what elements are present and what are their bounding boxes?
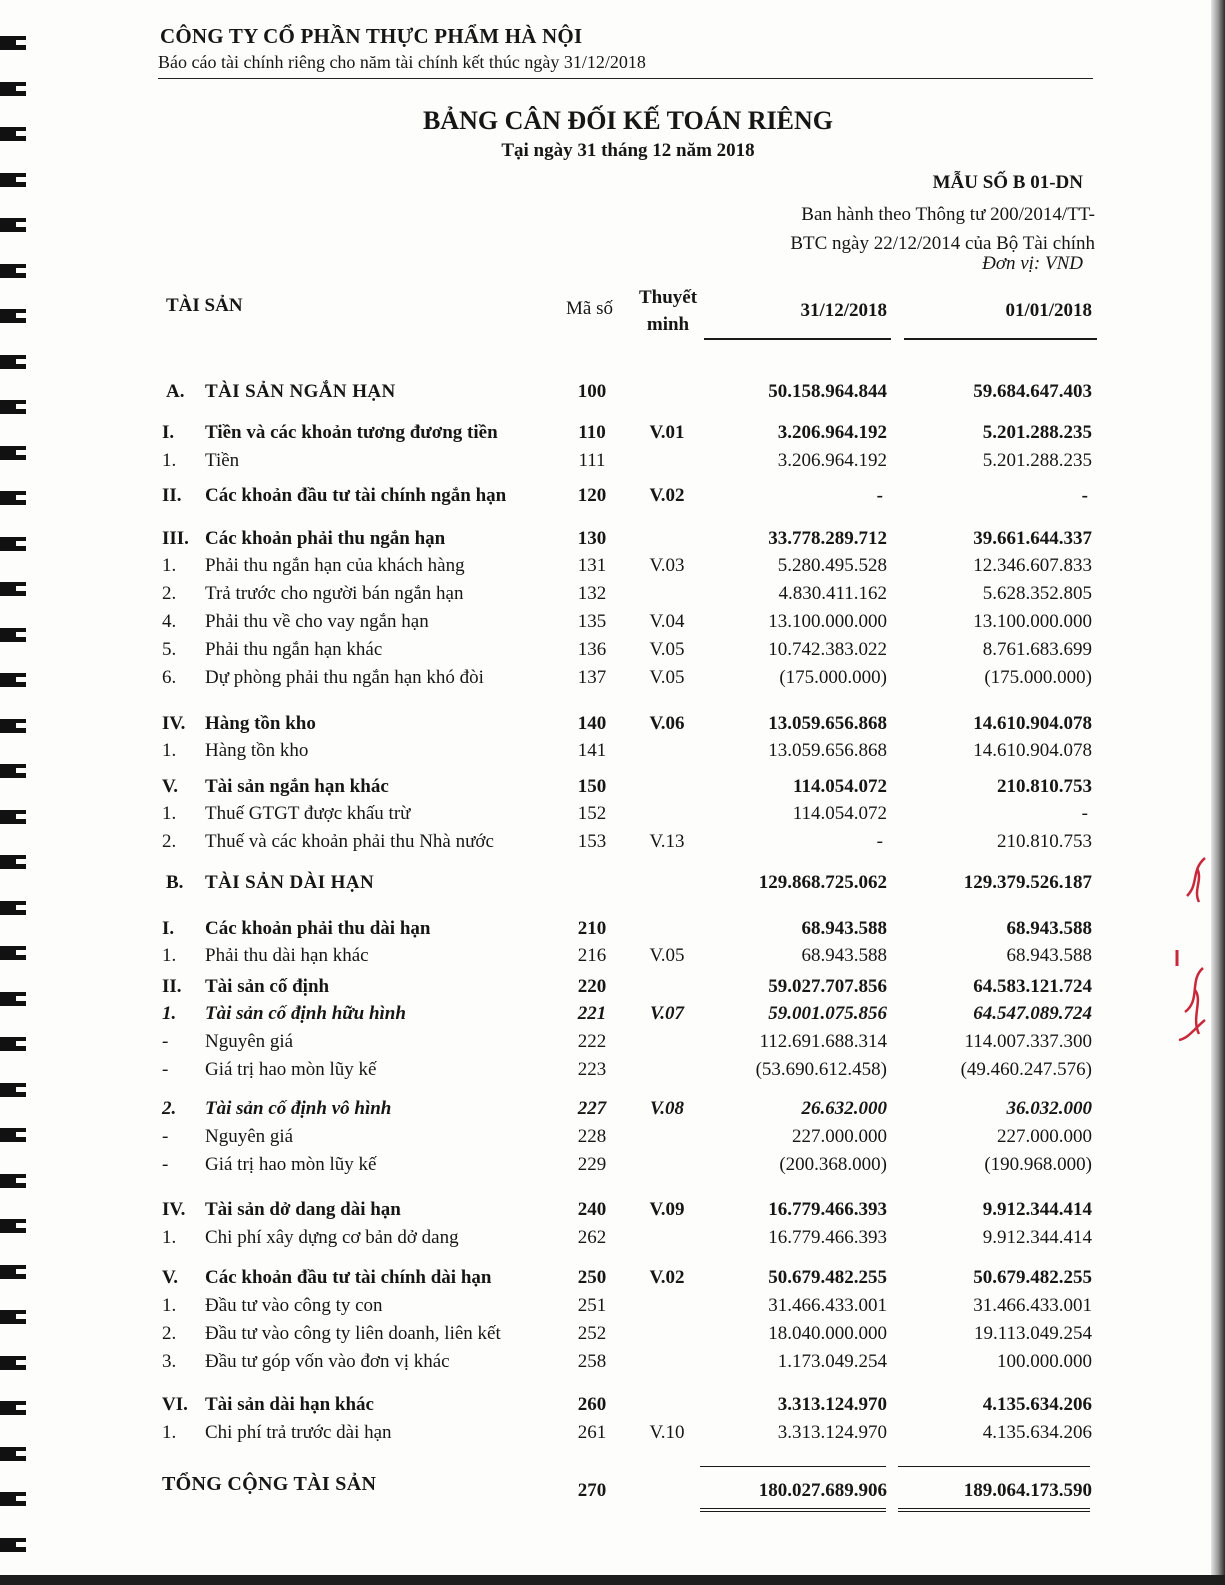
row-number: 2. (162, 1098, 177, 1119)
row-value-period-end: 3.206.964.192 (777, 450, 887, 471)
binding-ring (0, 264, 26, 278)
row-value-period-start: 210.810.753 (997, 776, 1092, 797)
row-number: 1. (162, 740, 177, 761)
column-header-asset: TÀI SẢN (166, 295, 243, 316)
row-label: Hàng tồn kho (205, 713, 316, 734)
row-value-period-start: 31.466.433.001 (973, 1295, 1092, 1316)
row-value-period-end: 3.313.124.970 (777, 1394, 887, 1415)
row-code: 216 (577, 945, 607, 966)
row-value-period-start: 5.628.352.805 (982, 583, 1092, 604)
total-rule-bottom (700, 1511, 886, 1512)
row-value-period-end: 4.830.411.162 (778, 583, 887, 604)
row-label: Trả trước cho người bán ngắn hạn (205, 583, 464, 604)
row-code: 260 (577, 1394, 607, 1415)
row-value-period-end: (53.690.612.458) (755, 1059, 887, 1080)
row-note: V.03 (649, 555, 685, 576)
row-code: 258 (577, 1351, 607, 1372)
row-value-period-start: 100.000.000 (997, 1351, 1092, 1372)
row-code: 252 (577, 1323, 607, 1344)
row-note: V.05 (649, 639, 685, 660)
total-assets-label: TỔNG CỘNG TÀI SẢN (162, 1473, 377, 1495)
table-row (0, 611, 1225, 639)
row-label: Tài sản cố định vô hình (205, 1098, 392, 1119)
row-note: V.05 (649, 667, 685, 688)
row-label: Dự phòng phải thu ngắn hạn khó đòi (205, 667, 484, 688)
binding-ring (0, 355, 26, 369)
row-value-period-end: 114.054.072 (793, 776, 887, 797)
row-number: VI. (162, 1394, 188, 1415)
row-label: Hàng tồn kho (205, 740, 309, 761)
row-label: Tài sản cố định (205, 976, 330, 997)
row-value-period-end: 59.001.075.856 (768, 1003, 887, 1024)
row-label: Phải thu ngắn hạn của khách hàng (205, 555, 465, 576)
row-code: 152 (577, 803, 607, 824)
row-note: V.01 (649, 422, 685, 443)
table-row (0, 1295, 1225, 1323)
row-value-period-end: 68.943.588 (801, 945, 887, 966)
row-value-period-start: 68.943.588 (1006, 945, 1092, 966)
row-note: V.02 (649, 1267, 685, 1288)
row-number: 1. (162, 450, 177, 471)
row-code: 251 (577, 1295, 607, 1316)
row-value-period-start: 8.761.683.699 (982, 639, 1092, 660)
row-value-period-end: 114.054.072 (792, 803, 887, 824)
row-number: 1. (162, 555, 177, 576)
row-value-period-start: (175.000.000) (984, 667, 1092, 688)
row-value-period-end: 26.632.000 (801, 1098, 887, 1119)
column-header-code: Mã số (566, 298, 613, 319)
row-value-period-start: 50.679.482.255 (973, 1267, 1092, 1288)
row-value-period-start: 64.583.121.724 (973, 976, 1092, 997)
row-value-period-start: 19.113.049.254 (973, 1323, 1092, 1344)
row-value-period-start: 9.912.344.414 (982, 1199, 1092, 1220)
column-underline (704, 338, 891, 340)
row-number: III. (162, 528, 189, 549)
row-value-period-start: - (1081, 485, 1088, 506)
row-note: V.02 (649, 485, 685, 506)
binding-ring (0, 82, 26, 96)
table-row (0, 1126, 1225, 1154)
row-code: 120 (577, 485, 607, 506)
row-code: 130 (577, 528, 607, 549)
company-name: CÔNG TY CỔ PHẦN THỰC PHẨM HÀ NỘI (160, 24, 583, 48)
row-label: Thuế GTGT được khấu trừ (205, 803, 411, 824)
row-code: 132 (577, 583, 607, 604)
row-number: IV. (162, 1199, 186, 1220)
table-row (0, 713, 1225, 741)
table-row (0, 1059, 1225, 1087)
row-code: 110 (578, 422, 606, 443)
row-label: Tài sản ngắn hạn khác (205, 776, 389, 797)
row-label: Phải thu ngắn hạn khác (205, 639, 383, 660)
row-number: 1. (162, 1227, 177, 1248)
row-number: V. (162, 776, 179, 797)
row-value-period-end: 59.027.707.856 (768, 976, 887, 997)
table-row (0, 639, 1225, 667)
table-row (0, 381, 1225, 409)
table-row (0, 1394, 1225, 1422)
row-number: 1. (162, 1422, 177, 1443)
row-number: 1. (162, 945, 177, 966)
table-row (0, 555, 1225, 583)
row-value-period-start: 64.547.089.724 (973, 1003, 1092, 1024)
row-code: 135 (577, 611, 607, 632)
row-number: II. (162, 485, 182, 506)
row-note: V.05 (649, 945, 685, 966)
row-number: IV. (162, 713, 186, 734)
table-row (0, 1199, 1225, 1227)
row-number: I. (162, 422, 175, 443)
row-number: 3. (162, 1351, 177, 1372)
row-value-period-start: 227.000.000 (997, 1126, 1092, 1147)
row-value-period-end: 3.313.124.970 (777, 1422, 887, 1443)
row-value-period-end: - (876, 831, 883, 852)
row-label: Tiền (205, 450, 240, 471)
row-code: 223 (577, 1059, 607, 1080)
row-number: 1. (162, 803, 177, 824)
row-number: - (162, 1126, 169, 1147)
row-label: Đầu tư góp vốn vào đơn vị khác (205, 1351, 450, 1372)
binding-ring (0, 309, 26, 323)
row-label: Nguyên giá (205, 1031, 294, 1052)
table-row (0, 831, 1225, 859)
row-label: Các khoản phải thu ngắn hạn (205, 528, 446, 549)
total-rule-top (898, 1466, 1090, 1467)
row-note: V.08 (650, 1098, 684, 1119)
binding-ring (0, 1538, 26, 1552)
table-row (0, 1003, 1225, 1031)
row-label: Tiền và các khoản tương đương tiền (205, 422, 498, 443)
row-number: - (162, 1154, 169, 1175)
row-value-period-end: 31.466.433.001 (768, 1295, 887, 1316)
total-period-end: 180.027.689.906 (758, 1480, 887, 1501)
row-label: Đầu tư vào công ty con (205, 1295, 383, 1316)
row-code: 131 (577, 555, 607, 576)
table-row (0, 422, 1225, 450)
row-value-period-start: 59.684.647.403 (973, 381, 1092, 402)
row-code: 150 (577, 776, 607, 797)
row-value-period-start: 13.100.000.000 (973, 611, 1092, 632)
row-value-period-start: 5.201.288.235 (982, 450, 1092, 471)
row-number: 1. (162, 1295, 177, 1316)
table-row (0, 1031, 1225, 1059)
row-value-period-start: 14.610.904.078 (973, 740, 1092, 761)
row-label: Các khoản phải thu dài hạn (205, 918, 431, 939)
row-label: Chi phí trả trước dài hạn (205, 1422, 392, 1443)
row-code: 140 (577, 713, 607, 734)
form-basis (755, 200, 1095, 258)
row-number: V. (162, 1267, 179, 1288)
row-code: 137 (577, 667, 607, 688)
row-label: Chi phí xây dựng cơ bản dở dang (205, 1227, 459, 1248)
binding-ring (0, 901, 26, 915)
column-header-note (636, 284, 700, 338)
row-label: Giá trị hao mòn lũy kế (205, 1059, 377, 1080)
row-number: II. (162, 976, 182, 997)
row-number: 1. (162, 1003, 177, 1024)
table-row (0, 485, 1225, 513)
table-row (0, 776, 1225, 804)
row-note: V.13 (649, 831, 685, 852)
row-value-period-end: 227.000.000 (792, 1126, 887, 1147)
row-label: Các khoản đầu tư tài chính ngắn hạn (205, 485, 507, 506)
row-code: 240 (577, 1199, 607, 1220)
row-number: B. (166, 872, 184, 893)
row-code: 100 (577, 381, 607, 402)
row-value-period-end: 10.742.383.022 (768, 639, 887, 660)
row-number: - (162, 1059, 169, 1080)
row-number: I. (162, 918, 175, 939)
row-value-period-start: 210.810.753 (997, 831, 1092, 852)
total-rule-bottom (898, 1511, 1090, 1512)
row-label: Đầu tư vào công ty liên doanh, liên kết (205, 1323, 501, 1344)
row-value-period-start: (49.460.247.576) (960, 1059, 1092, 1080)
binding-ring (0, 36, 26, 50)
row-note: V.09 (649, 1199, 685, 1220)
row-value-period-end: 112.691.688.314 (759, 1031, 887, 1052)
row-value-period-start: 9.912.344.414 (982, 1227, 1092, 1248)
report-subtitle: Báo cáo tài chính riêng cho năm tài chính kết thúc ngày 31/12/2018 (158, 52, 646, 72)
row-number: 6. (162, 667, 177, 688)
table-row (0, 450, 1225, 478)
row-value-period-end: 1.173.049.254 (777, 1351, 887, 1372)
row-code: 210 (577, 918, 607, 939)
row-code: 111 (578, 450, 606, 471)
row-value-period-end: 16.779.466.393 (768, 1227, 887, 1248)
row-value-period-end: (175.000.000) (779, 667, 887, 688)
row-code: 220 (577, 976, 607, 997)
table-row (0, 918, 1225, 946)
table-row (0, 583, 1225, 611)
table-row (0, 1422, 1225, 1450)
row-code: 228 (577, 1126, 607, 1147)
row-value-period-start: 68.943.588 (1006, 918, 1092, 939)
red-stamp-mark (1169, 850, 1213, 1060)
row-label: TÀI SẢN DÀI HẠN (205, 872, 375, 893)
row-number: - (162, 1031, 169, 1052)
row-value-period-start: (190.968.000) (984, 1154, 1092, 1175)
row-note: V.04 (649, 611, 685, 632)
row-value-period-start: 39.661.644.337 (973, 528, 1092, 549)
table-row (0, 1323, 1225, 1351)
row-label: Giá trị hao mòn lũy kế (205, 1154, 377, 1175)
row-value-period-start: 12.346.607.833 (973, 555, 1092, 576)
row-label: Thuế và các khoản phải thu Nhà nước (205, 831, 494, 852)
total-rule-bottom (700, 1508, 886, 1509)
table-row (0, 1154, 1225, 1182)
binding-ring (0, 173, 26, 187)
table-row (0, 1351, 1225, 1379)
total-period-start: 189.064.173.590 (963, 1480, 1092, 1501)
column-header-note-line: minh (646, 314, 690, 335)
table-row (0, 1098, 1225, 1126)
table-row (0, 976, 1225, 1004)
row-number: 5. (162, 639, 177, 660)
table-row (0, 872, 1225, 900)
row-code: 227 (577, 1098, 607, 1119)
row-value-period-start: 5.201.288.235 (982, 422, 1092, 443)
binding-ring (0, 218, 26, 232)
table-row (0, 1227, 1225, 1255)
row-label: Tài sản cố định hữu hình (205, 1003, 406, 1024)
row-value-period-end: - (876, 485, 883, 506)
row-label: Phải thu dài hạn khác (205, 945, 369, 966)
column-header-note-line: Thuyết (638, 287, 698, 308)
table-row (0, 528, 1225, 556)
row-number: 4. (162, 611, 177, 632)
row-value-period-start: - (1081, 803, 1088, 824)
row-number: 2. (162, 831, 177, 852)
row-label: Tài sản dài hạn khác (205, 1394, 374, 1415)
page-bottom-edge (0, 1575, 1225, 1585)
row-note: V.06 (649, 713, 685, 734)
row-code: 229 (577, 1154, 607, 1175)
total-rule-top (700, 1466, 886, 1467)
total-assets-row (0, 1480, 1225, 1508)
row-label: Tài sản dở dang dài hạn (205, 1199, 401, 1220)
statement-title: BẢNG CÂN ĐỐI KẾ TOÁN RIÊNG (422, 106, 834, 135)
row-code: 261 (577, 1422, 607, 1443)
statement-date: Tại ngày 31 tháng 12 năm 2018 (501, 140, 755, 161)
row-code: 153 (577, 831, 607, 852)
row-note: V.07 (650, 1003, 684, 1024)
total-rule-bottom (898, 1508, 1090, 1509)
row-value-period-end: 13.059.656.868 (768, 713, 887, 734)
table-row (0, 1267, 1225, 1295)
row-value-period-start: 4.135.634.206 (982, 1422, 1092, 1443)
row-value-period-end: (200.368.000) (779, 1154, 887, 1175)
row-value-period-end: 50.679.482.255 (768, 1267, 887, 1288)
header-divider (158, 78, 1093, 79)
form-basis-line: Ban hành theo Thông tư 200/2014/TT- (801, 204, 1095, 225)
row-code: 141 (577, 740, 607, 761)
row-value-period-end: 68.943.588 (801, 918, 887, 939)
row-value-period-end: 16.779.466.393 (768, 1199, 887, 1220)
row-value-period-start: 129.379.526.187 (963, 872, 1092, 893)
row-code: 136 (577, 639, 607, 660)
row-value-period-end: 13.100.000.000 (768, 611, 887, 632)
table-row (0, 667, 1225, 695)
table-row (0, 945, 1225, 973)
total-code: 270 (577, 1480, 607, 1501)
row-value-period-end: 3.206.964.192 (777, 422, 887, 443)
row-number: 2. (162, 583, 177, 604)
row-label: Phải thu về cho vay ngắn hạn (205, 611, 429, 632)
column-underline (904, 338, 1097, 340)
form-basis-line: BTC ngày 22/12/2014 của Bộ Tài chính (790, 233, 1095, 254)
table-row (0, 740, 1225, 768)
row-value-period-start: 36.032.000 (1006, 1098, 1092, 1119)
form-code: MẪU SỐ B 01-DN (932, 172, 1083, 193)
row-value-period-end: 18.040.000.000 (768, 1323, 887, 1344)
row-label: TÀI SẢN NGẮN HẠN (205, 381, 396, 402)
row-value-period-start: 4.135.634.206 (982, 1394, 1092, 1415)
table-row (0, 803, 1225, 831)
row-label: Nguyên giá (205, 1126, 294, 1147)
row-code: 262 (577, 1227, 607, 1248)
row-note: V.10 (649, 1422, 685, 1443)
row-value-period-end: 33.778.289.712 (768, 528, 887, 549)
row-value-period-start: 14.610.904.078 (973, 713, 1092, 734)
column-header-period-start: 01/01/2018 (1005, 300, 1092, 321)
column-header-period-end: 31/12/2018 (800, 300, 887, 321)
row-value-period-end: 129.868.725.062 (758, 872, 887, 893)
row-code: 222 (577, 1031, 607, 1052)
row-value-period-end: 50.158.964.844 (768, 381, 887, 402)
row-label: Các khoản đầu tư tài chính dài hạn (205, 1267, 492, 1288)
currency-unit: Đơn vị: VND (982, 253, 1083, 274)
row-value-period-end: 5.280.495.528 (777, 555, 887, 576)
row-code: 250 (577, 1267, 607, 1288)
row-value-period-end: 13.059.656.868 (768, 740, 887, 761)
row-number: A. (166, 381, 185, 402)
row-code: 221 (577, 1003, 607, 1024)
row-number: 2. (162, 1323, 177, 1344)
row-value-period-start: 114.007.337.300 (964, 1031, 1092, 1052)
